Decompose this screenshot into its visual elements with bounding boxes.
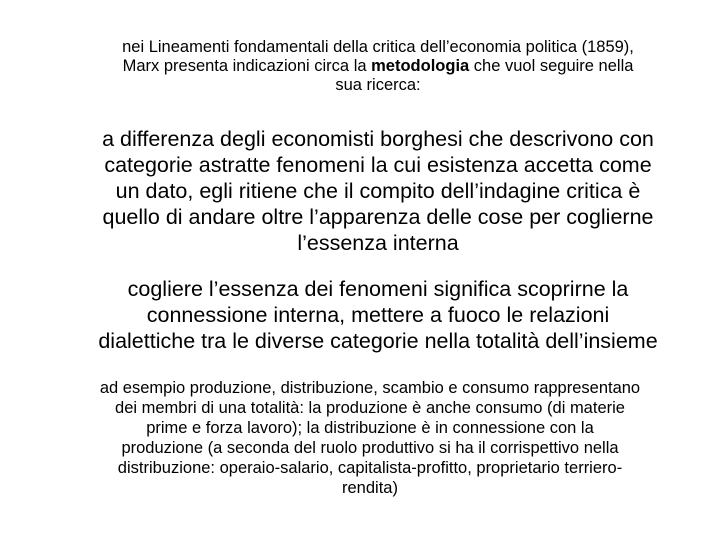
bold-term-metodologia: metodologia — [371, 57, 470, 75]
paragraph-line: prime e forza lavoro); la distribuzione è in connessione con la — [146, 419, 594, 437]
paragraph-line: sua ricerca: — [335, 76, 421, 94]
paragraph-line — [40, 57, 716, 76]
paragraph-line: connessione interna, mettere a fuoco le relazioni — [146, 303, 610, 327]
line-text: Marx presenta indicazioni circa la — [122, 57, 372, 75]
paragraph-line: distribuzione: operaio-salario, capitalista-profitto, proprietario terriero- — [117, 459, 623, 477]
paragraph-line: dialettiche tra le diverse categorie nella totalità dell’insieme — [98, 329, 658, 353]
line-text: che vuol seguire nella — [469, 57, 634, 75]
paragraph-line: un dato, egli ritiene che il compito dell’indagine critica è — [115, 179, 641, 203]
paragraph-line: rendita) — [342, 479, 398, 497]
paragraph-critical-inquiry — [40, 126, 716, 256]
paragraph-example-totality — [30, 378, 710, 498]
paragraph-marx-methodology — [40, 38, 716, 95]
paragraph-line: ad esempio produzione, distribuzione, scambio e consumo rappresentano — [99, 379, 641, 397]
paragraph-internal-connection — [40, 276, 716, 354]
paragraph-line: a differenza degli economisti borghesi che descrivono con — [102, 127, 654, 151]
paragraph-line: categorie astratte fenomeni la cui esistenza accetta come — [104, 153, 652, 177]
paragraph-line: nei Lineamenti fondamentali della critica dell’economia politica (1859), — [122, 38, 634, 56]
paragraph-line: l’essenza interna — [297, 231, 459, 255]
paragraph-line: cogliere l’essenza dei fenomeni significa scoprirne la — [127, 277, 629, 301]
paragraph-line: dei membri di una totalità: la produzione è anche consumo (di materie — [115, 399, 625, 417]
paragraph-line: produzione (a seconda del ruolo produttivo si ha il corrispettivo nella — [121, 439, 619, 457]
paragraph-line: quello di andare oltre l’apparenza delle cose per coglierne — [102, 205, 654, 229]
